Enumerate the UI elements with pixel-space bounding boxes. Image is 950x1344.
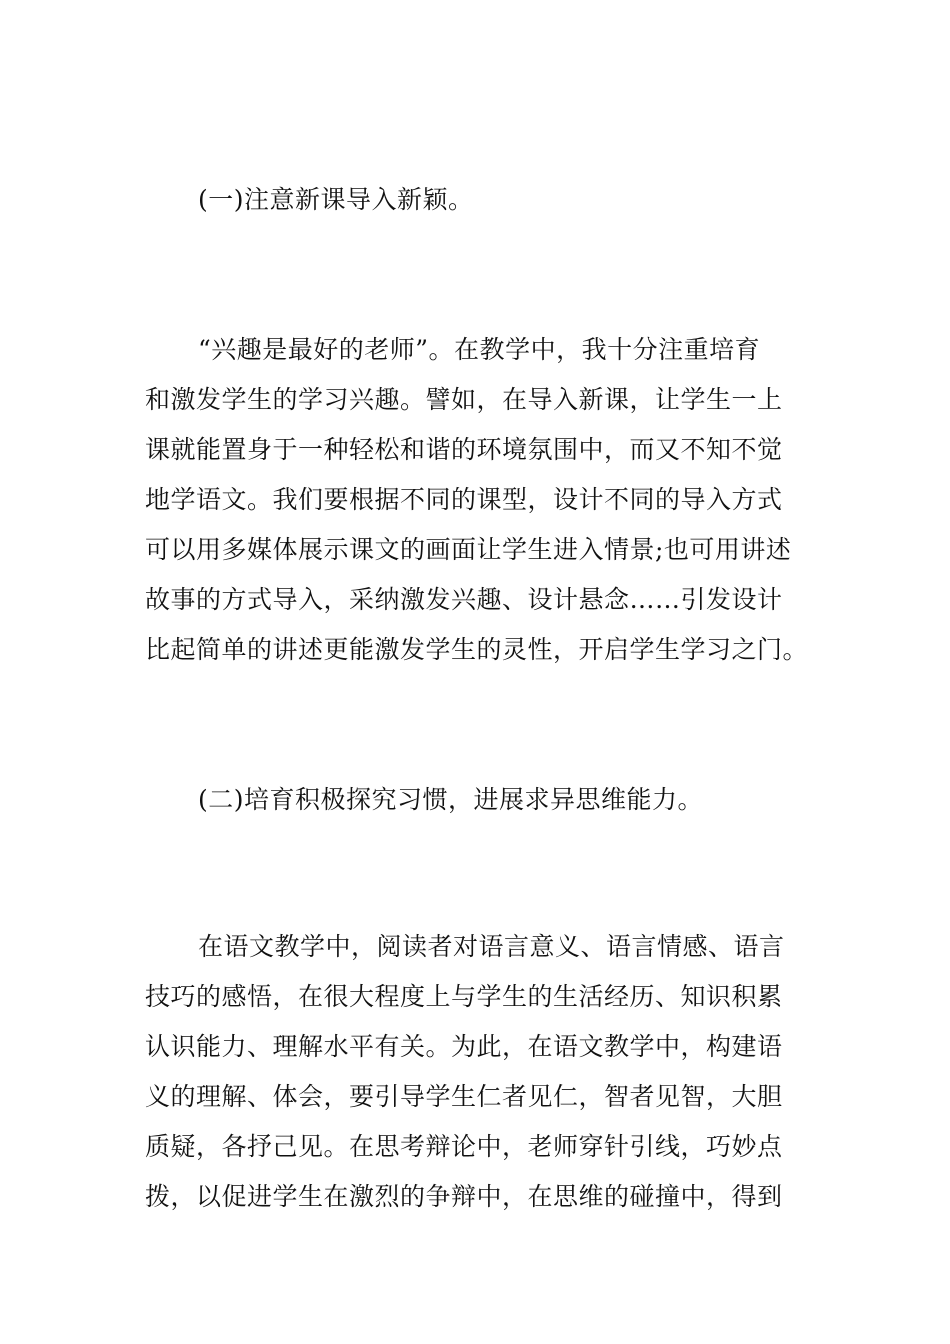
paragraph-line: 故事的方式导入，采纳激发兴趣、设计悬念……引发设计 bbox=[145, 585, 783, 614]
paragraph-line: 比起简单的讲述更能激发学生的灵性，开启学生学习之门。 bbox=[145, 635, 809, 664]
section-heading-1: (一)注意新课导入新颖。 bbox=[198, 185, 474, 214]
paragraph-line: 课就能置身于一种轻松和谐的环境氛围中，而又不知不觉 bbox=[145, 435, 783, 464]
paragraph-line: 和激发学生的学习兴趣。譬如，在导入新课，让学生一上 bbox=[145, 385, 783, 414]
paragraph-line: 认识能力、理解水平有关。为此，在语文教学中，构建语 bbox=[145, 1032, 783, 1061]
paragraph-line: 可以用多媒体展示课文的画面让学生进入情景;也可用讲述 bbox=[145, 535, 792, 564]
paragraph-line: 地学语文。我们要根据不同的课型，设计不同的导入方式 bbox=[145, 485, 783, 514]
paragraph-line: “兴趣是最好的老师”。在教学中，我十分注重培育 bbox=[198, 335, 761, 364]
paragraph-line: 义的理解、体会，要引导学生仁者见仁，智者见智，大胆 bbox=[145, 1082, 783, 1111]
paragraph-line: 拨，以促进学生在激烈的争辩中，在思维的碰撞中，得到 bbox=[145, 1182, 783, 1211]
paragraph-line: 质疑，各抒己见。在思考辩论中，老师穿针引线，巧妙点 bbox=[145, 1132, 783, 1161]
section-heading-2: (二)培育积极探究习惯，进展求异思维能力。 bbox=[198, 785, 704, 814]
paragraph-line: 在语文教学中，阅读者对语言意义、语言情感、语言 bbox=[198, 932, 785, 961]
paragraph-line: 技巧的感悟，在很大程度上与学生的生活经历、知识积累 bbox=[145, 982, 783, 1011]
